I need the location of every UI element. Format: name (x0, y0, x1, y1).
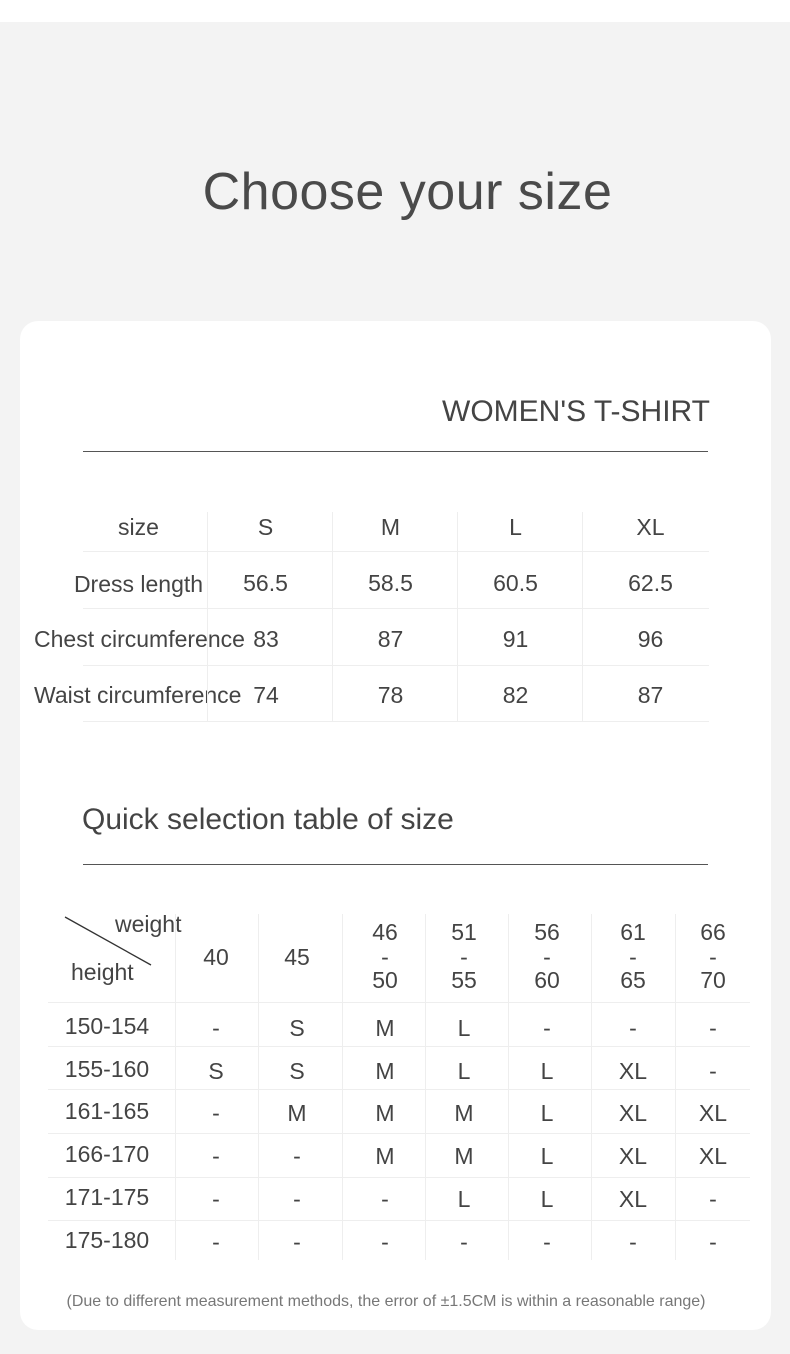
quick-table-divider (83, 864, 708, 865)
weight-header-bottom: 50 (372, 967, 398, 993)
corner-height-label: height (71, 959, 134, 985)
table-gridline (342, 914, 343, 1260)
height-label: 161-165 (64, 1098, 150, 1124)
table-gridline (48, 1002, 750, 1003)
height-label: 171-175 (64, 1184, 150, 1210)
table-gridline (425, 914, 426, 1260)
size-cell: - (381, 1186, 389, 1212)
size-cell: M (454, 1100, 474, 1126)
size-cell: XL (698, 1100, 728, 1126)
size-cell: XL (618, 1186, 648, 1212)
table-gridline (48, 1177, 750, 1178)
corner-weight-label: weight (115, 911, 182, 937)
size-value: 83 (253, 626, 279, 652)
table-gridline (83, 721, 709, 722)
weight-header-top: 61 (620, 919, 646, 945)
size-cell: - (709, 1015, 717, 1041)
weight-header: 40 (203, 944, 229, 970)
size-chart-title: WOMEN'S T-SHIRT (442, 395, 710, 428)
size-cell: - (709, 1186, 717, 1212)
size-cell: M (375, 1100, 395, 1126)
size-cell: L (540, 1058, 554, 1084)
size-header-xl: XL (636, 514, 665, 540)
table-gridline (48, 1133, 750, 1134)
weight-header-top: 46 (372, 919, 398, 945)
size-cell: - (709, 1058, 717, 1084)
weight-header-dash: - (709, 944, 717, 970)
size-cell: XL (698, 1143, 728, 1169)
weight-header: 45 (284, 944, 310, 970)
size-cell: L (540, 1186, 554, 1212)
weight-header-bottom: 70 (700, 967, 726, 993)
size-header-l: L (509, 514, 522, 540)
table-gridline (258, 914, 259, 1260)
measurement-footnote: (Due to different measurement methods, the error of ±1.5CM is within a reasonable range) (66, 1293, 706, 1310)
table-gridline (48, 1220, 750, 1221)
weight-header-top: 66 (700, 919, 726, 945)
size-header-label: size (118, 514, 159, 540)
weight-header-top: 51 (451, 919, 477, 945)
size-cell: - (212, 1015, 220, 1041)
size-cell: - (460, 1229, 468, 1255)
size-cell: - (293, 1186, 301, 1212)
row-label-chest-circumference: Chest circumference (34, 626, 245, 652)
table-gridline (508, 914, 509, 1260)
size-value: 62.5 (628, 570, 673, 596)
size-cell: XL (618, 1100, 648, 1126)
weight-header-bottom: 60 (534, 967, 560, 993)
weight-header-dash: - (629, 944, 637, 970)
size-cell: - (629, 1015, 637, 1041)
table-gridline (175, 914, 176, 1260)
weight-header-dash: - (543, 944, 551, 970)
size-cell: L (540, 1143, 554, 1169)
row-label-waist-circumference: Waist circumference (34, 682, 242, 708)
weight-header-top: 56 (534, 919, 560, 945)
size-cell: M (454, 1143, 474, 1169)
table-gridline (457, 512, 458, 722)
size-cell: M (287, 1100, 307, 1126)
height-label: 175-180 (64, 1227, 150, 1253)
size-cell: - (212, 1143, 220, 1169)
size-cell: L (457, 1186, 471, 1212)
size-cell: M (375, 1015, 395, 1041)
table-gridline (332, 512, 333, 722)
table-gridline (591, 914, 592, 1260)
size-value: 87 (377, 626, 404, 652)
size-cell: S (208, 1058, 224, 1084)
size-header-s: S (257, 514, 274, 540)
size-value: 78 (377, 682, 404, 708)
size-cell: - (212, 1229, 220, 1255)
table-gridline (83, 551, 709, 552)
height-label: 166-170 (64, 1141, 150, 1167)
quick-table-title: Quick selection table of size (82, 803, 454, 836)
size-cell: - (293, 1229, 301, 1255)
size-value: 60.5 (493, 570, 538, 596)
table-gridline (207, 512, 208, 722)
row-label-dress-length: Dress length (73, 571, 204, 597)
size-cell: - (212, 1100, 220, 1126)
size-cell: - (543, 1015, 551, 1041)
weight-header-dash: - (381, 944, 389, 970)
size-cell: - (212, 1186, 220, 1212)
page-title: Choose your size (202, 163, 613, 221)
size-cell: - (709, 1229, 717, 1255)
size-cell: - (381, 1229, 389, 1255)
size-cell: L (457, 1058, 471, 1084)
size-cell: S (289, 1015, 305, 1041)
size-cell: S (289, 1058, 305, 1084)
table-gridline (675, 914, 676, 1260)
size-cell: XL (618, 1058, 648, 1084)
size-cell: M (375, 1143, 395, 1169)
table-gridline (48, 1046, 750, 1047)
size-value: 82 (502, 682, 529, 708)
weight-header-bottom: 65 (620, 967, 646, 993)
size-cell: XL (618, 1143, 648, 1169)
table-gridline (83, 608, 709, 609)
size-value: 91 (502, 626, 529, 652)
size-value: 58.5 (368, 570, 413, 596)
size-cell: M (375, 1058, 395, 1084)
size-header-m: M (380, 514, 401, 540)
size-value: 96 (637, 626, 664, 652)
size-chart-divider (83, 451, 708, 452)
size-value: 87 (637, 682, 664, 708)
weight-header-bottom: 55 (451, 967, 477, 993)
weight-header-dash: - (460, 944, 468, 970)
table-gridline (83, 665, 709, 666)
size-cell: L (457, 1015, 471, 1041)
size-cell: - (293, 1143, 301, 1169)
size-value: 74 (253, 682, 279, 708)
size-value: 56.5 (243, 570, 288, 596)
table-gridline (582, 512, 583, 722)
height-label: 150-154 (64, 1013, 150, 1039)
height-label: 155-160 (64, 1056, 150, 1082)
table-gridline (48, 1089, 750, 1090)
size-cell: - (629, 1229, 637, 1255)
size-cell: L (540, 1100, 554, 1126)
size-cell: - (543, 1229, 551, 1255)
